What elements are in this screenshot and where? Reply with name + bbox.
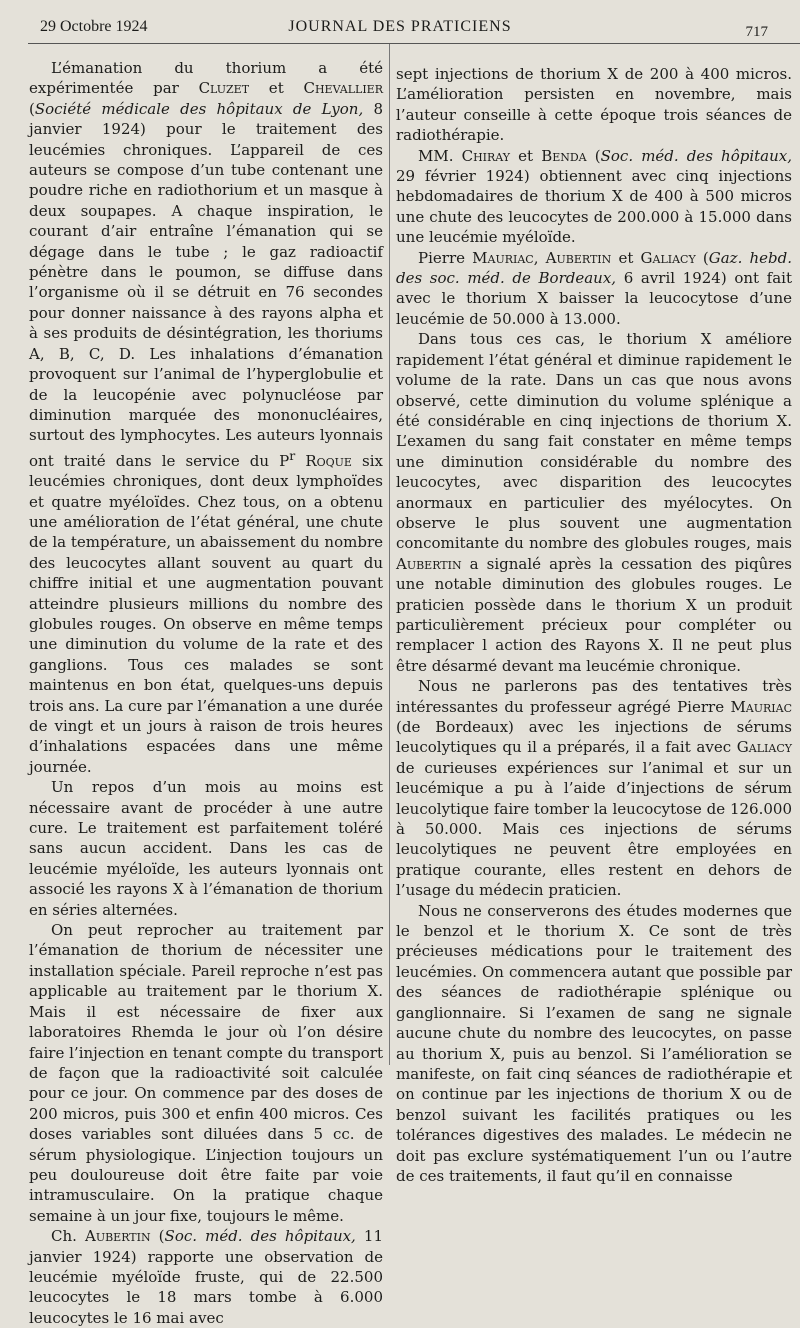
author-name: Roque xyxy=(305,451,352,470)
paragraph: Ch. Aubertin (Soc. méd. des hôpitaux, 11 janvier 1924) rapporte une observation de leucémie myéloïde fruste, qui de 22.500 leucocytes le 18 mars tombe à 6.000 leucocytes le 16 mai avec xyxy=(29,1227,384,1327)
author-name: Aubertin xyxy=(545,248,612,267)
left-column xyxy=(29,58,383,1328)
header-date: 29 Octobre 1924 xyxy=(40,18,148,35)
author-name: Benda xyxy=(541,146,587,165)
paragraph: Pierre Mauriac, Aubertin et Galiacy (Gaz. hebd. des soc. méd. de Bordeaux, 6 avril 1924) ont fait avec le thorium X baisser la leucocytose d’une leucémie de 50.000 à 13.000. xyxy=(396,248,792,328)
paragraph: On peut reprocher au traitement par l’émanation de thorium de nécessiter une installation spéciale. Pareil reproche n’est pas applicable au traitement par le thorium X. Mais il est nécessaire de fixer aux laboratoires Rhemda le jour où l’on désire faire l’injection en tenant compte du transport de façon que la radioactivité soit calculée pour ce jour. On commence par des doses de 200 micros, puis 300 et enfin 400 micros. Ces doses variables sont diluées dans 5 cc. de sérum physiologique. L’injection toujours un peu douloureuse doit être faite par voie intramusculaire. On la pratique chaque semaine à un jour fixe, toujours le même. xyxy=(29,921,383,1225)
paragraph: L’émanation du thorium a été expérimentée par Cluzet et Chevallier (Société médicale des hôpitaux de Lyon, 8 janvier 1924) pour le traitement des leucémies chroniques. L’appareil de ces auteurs se compose d’un tube contenant une poudre riche en radiothorium et un masque à deux soupapes. A chaque inspiration, le courant d’air entraîne l’émanation qui se dégage dans le tube ; le gaz radioactif pénètre dans le poumon, se diffuse dans l’organisme où il se détruit en 76 secondes pour donner naissance à des rayons alpha et à ses produits de désintégration, les thoriums A, B, C, D. Les inhalations d’émanation provoquent sur l’animal de l’hyperglobulie et de la leucopénie avec polynucléose par diminution marquée des mononucléaires, surtout des lymphocytes. Les auteurs lyonnais ont traité dans le service du $P^r$ Roque six leucémies chroniques, dont deux lymphoïdes et quatre myéloïdes. Chez tous, on a obtenu une amélioration de l’état général, une chute de la température, un abaissement du nombre des leucocytes allant souvent au quart du chiffre initial et une augmentation pouvant atteindre plusieurs millions du nombre des globules rouges. On observe en même temps une diminution du volume de la rate et des ganglions. Tous ces malades se sont maintenus en bon état, quelques-uns depuis trois ans. La cure par l’émanation a une durée de vingt et un jours à raison de trois heures d’inhalations espacées dans une même journée. xyxy=(29,59,383,776)
header-rule xyxy=(28,43,800,44)
page-number: 717 xyxy=(745,24,768,40)
author-name: Mauriac xyxy=(730,697,792,716)
paragraph: Un repos d’un mois au moins est nécessaire avant de procéder à une autre cure. Le traitement est parfaitement toléré sans aucun accident. Dans les cas de leucémie myéloïde, les auteurs lyonnais ont associé les rayons X à l’émanation de thorium en séries alternées. xyxy=(29,778,383,919)
running-header xyxy=(0,18,800,42)
author-name: Chiray xyxy=(461,146,511,165)
column-divider xyxy=(389,44,390,1065)
author-name: Mauriac xyxy=(472,248,534,267)
journal-citation: Gaz. hebd. des soc. méd. de Bordeaux, xyxy=(396,248,792,288)
journal-citation: Société médicale des hôpitaux de Lyon, xyxy=(34,99,364,118)
paragraph: sept injections de thorium X de 200 à 400 micros. L’amélioration persisten en novembre, mais l’auteur conseille à cette époque trois séances de radiothérapie. xyxy=(396,65,792,145)
author-name: Aubertin xyxy=(396,554,462,573)
author-name: Galiacy xyxy=(640,248,696,267)
paragraph: MM. Chiray et Benda (Soc. méd. des hôpitaux, 29 février 1924) obtiennent avec cinq injections hebdomadaires de thorium X de 400 à 500 micros une chute des leucocytes de 200.000 à 15.000 dans une leucémie myéloïde. xyxy=(396,146,792,247)
paragraph: Nous ne conserverons des études modernes que le benzol et le thorium X. Ce sont de très précieuses médications pour le traitement des leucémies. On commencera autant que possible par des séances de radiothérapie splénique ou ganglionnaire. Si l’examen de sang ne signale aucune chute du nombre des leucocytes, on passe au thorium X, puis au benzol. Si l’amélioration se manifeste, on fait cinq séances de radiothérapie et on continue par les injections de thorium X ou de benzol suivant les facilités pratiques ou les tolérances digestives des malades. Le médecin ne doit pas exclure systématiquement l’un ou l’autre de ces traitements, il faut qu’il en connaisse xyxy=(396,901,792,1185)
journal-title: JOURNAL DES PRATICIENS xyxy=(288,18,512,35)
author-name: Chevallier xyxy=(303,79,383,98)
right-column xyxy=(396,64,792,1186)
journal-citation: Soc. méd. des hôpitaux, xyxy=(164,1227,356,1246)
author-name: Galiacy xyxy=(736,738,792,757)
paragraph: Nous ne parlerons pas des tentatives très intéressantes du professeur agrégé Pierre Mauriac (de Bordeaux) avec les injections de sérums leucolytiques qu il a préparés, il a fait avec Galiacy de curieuses expériences sur l’animal et sur un leucémique a pu à l’aide d’injections de sérum leucolytique faire tomber la leucocytose de 126.000 à 50.000. Mais ces injections de sérums leucolytiques ne peuvent être employées en pratique courante, elles restent en dehors de l’usage du médecin praticien. xyxy=(396,677,792,900)
author-name: Cluzet xyxy=(198,79,250,98)
author-name: Aubertin xyxy=(84,1227,151,1246)
journal-citation: Soc. méd. des hôpitaux, xyxy=(600,146,792,165)
paragraph: Dans tous ces cas, le thorium X améliore rapidement l’état général et diminue rapidement le volume de la rate. Dans un cas que nous avons observé, cette diminution du volume splénique a été considérable en cinq injections de thorium X. L’examen du sang fait constater en même temps une diminution considérable du nombre des leucocytes, avec disparition des leucocytes anormaux en particulier des myélocytes. On observe le plus souvent une augmentation concomitante du nombre des globules rouges, mais Aubertin a signalé après la cessation des piqûres une notable diminution des globules rouges. Le praticien possède dans le thorium X un produit particulièrement précieux pour compléter ou remplacer l action des Rayons X. Il ne peut plus être désarmé devant ma leucémie chronique. xyxy=(396,330,792,675)
